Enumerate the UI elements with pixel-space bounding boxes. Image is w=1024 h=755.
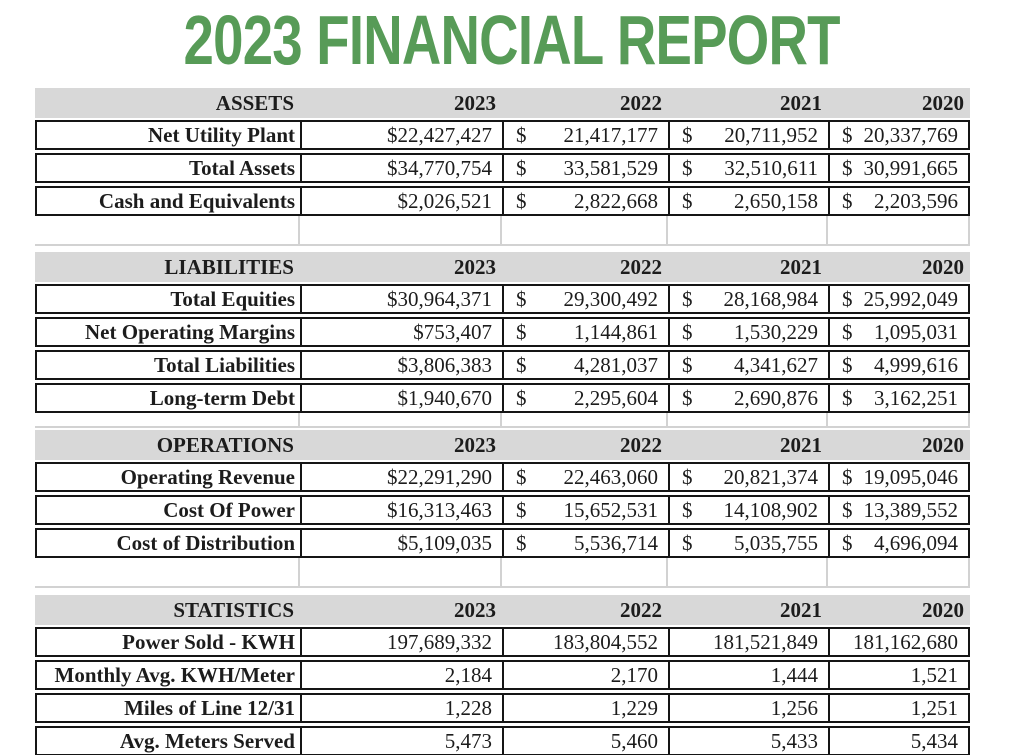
dollar-sign: $	[516, 464, 527, 489]
cell-2023: $1,940,670	[302, 385, 504, 411]
row-label: Total Liabilities	[37, 352, 302, 378]
row-label: Net Operating Margins	[37, 319, 302, 345]
table-row	[35, 660, 970, 690]
dollar-sign: $	[842, 188, 853, 213]
cell-value: 28,168,984	[723, 286, 818, 311]
empty-grid-cell	[300, 558, 502, 586]
cell-2023: $30,964,371	[302, 286, 504, 312]
empty-grid-cell	[35, 413, 300, 426]
dollar-sign: $	[516, 122, 527, 147]
dollar-sign: $	[516, 286, 527, 311]
year-header-2022: 2022	[620, 598, 662, 622]
row-label: Avg. Meters Served	[37, 728, 302, 754]
financial-tables	[35, 88, 970, 755]
table-row	[35, 383, 970, 413]
cell-2020	[830, 155, 968, 181]
table-row	[35, 350, 970, 380]
cell-2022	[504, 122, 670, 148]
empty-grid-cell	[502, 558, 668, 586]
cell-2022	[504, 385, 670, 411]
cell-value: 20,711,952	[724, 122, 818, 147]
dollar-sign: $	[516, 497, 527, 522]
cell-value: 22,463,060	[563, 464, 658, 489]
empty-grid-cell	[828, 413, 970, 426]
empty-grid-cell	[828, 558, 970, 586]
cell-2023: $22,291,290	[302, 464, 504, 490]
year-header-2022: 2022	[620, 433, 662, 457]
section-liabilities	[35, 252, 970, 428]
dollar-sign: $	[516, 155, 527, 180]
cell-2020	[830, 497, 968, 523]
dollar-sign: $	[842, 497, 853, 522]
row-label: Operating Revenue	[37, 464, 302, 490]
cell-value: 15,652,531	[563, 497, 658, 522]
empty-grid-row	[35, 413, 970, 428]
cell-2021	[670, 155, 830, 181]
cell-2022	[504, 319, 670, 345]
empty-grid-cell	[35, 216, 300, 244]
cell-2021: 1,256	[670, 695, 830, 721]
cell-2022	[504, 530, 670, 556]
section-title: ASSETS	[215, 91, 294, 115]
year-header-2020: 2020	[922, 433, 964, 457]
cell-2021	[670, 530, 830, 556]
row-label: Monthly Avg. KWH/Meter	[37, 662, 302, 688]
cell-2023: $5,109,035	[302, 530, 504, 556]
cell-2020	[830, 122, 968, 148]
year-header-2021: 2021	[780, 598, 822, 622]
cell-2022: 2,170	[504, 662, 670, 688]
row-label: Net Utility Plant	[37, 122, 302, 148]
section-operations	[35, 430, 970, 588]
dollar-sign: $	[682, 188, 693, 213]
section-assets	[35, 88, 970, 246]
row-label: Long-term Debt	[37, 385, 302, 411]
cell-2022	[504, 188, 670, 214]
cell-2023: 2,184	[302, 662, 504, 688]
cell-value: 4,341,627	[734, 352, 818, 377]
dollar-sign: $	[842, 319, 853, 344]
cell-2023: $16,313,463	[302, 497, 504, 523]
cell-2023: 5,473	[302, 728, 504, 754]
dollar-sign: $	[682, 530, 693, 555]
table-row	[35, 495, 970, 525]
dollar-sign: $	[682, 464, 693, 489]
cell-value: 3,162,251	[874, 385, 958, 410]
cell-2021	[670, 286, 830, 312]
dollar-sign: $	[842, 464, 853, 489]
year-header-2021: 2021	[780, 433, 822, 457]
cell-value: 13,389,552	[863, 497, 958, 522]
dollar-sign: $	[516, 188, 527, 213]
dollar-sign: $	[516, 385, 527, 410]
empty-grid-cell	[668, 216, 828, 244]
cell-2020: 1,521	[910, 662, 958, 687]
section-header	[35, 88, 970, 118]
cell-2021	[670, 385, 830, 411]
cell-value: 14,108,902	[723, 497, 818, 522]
section-title: STATISTICS	[173, 598, 294, 622]
cell-value: 32,510,611	[724, 155, 818, 180]
section-rows	[35, 284, 970, 413]
year-header-2023: 2023	[454, 255, 496, 279]
year-header-2023: 2023	[454, 433, 496, 457]
empty-grid-row	[35, 216, 970, 246]
dollar-sign: $	[682, 319, 693, 344]
table-row	[35, 284, 970, 314]
cell-value: 29,300,492	[563, 286, 658, 311]
dollar-sign: $	[682, 155, 693, 180]
cell-value: 2,690,876	[734, 385, 818, 410]
section-header	[35, 430, 970, 460]
dollar-sign: $	[842, 122, 853, 147]
table-row	[35, 153, 970, 183]
cell-value: 21,417,177	[563, 122, 658, 147]
table-row	[35, 627, 970, 657]
cell-2020: 5,434	[910, 728, 958, 753]
page-title: 2023 FINANCIAL REPORT	[183, 1, 841, 79]
empty-grid-cell	[300, 413, 502, 426]
cell-2021: 5,433	[670, 728, 830, 754]
cell-value: 30,991,665	[863, 155, 958, 180]
empty-grid-cell	[828, 216, 970, 244]
row-label: Cost Of Power	[37, 497, 302, 523]
cell-2020: 1,251	[910, 695, 958, 720]
row-label: Miles of Line 12/31	[37, 695, 302, 721]
cell-2022: 183,804,552	[504, 629, 670, 655]
cell-2023: $3,806,383	[302, 352, 504, 378]
section-title: OPERATIONS	[156, 433, 294, 457]
cell-2020: 181,162,680	[853, 629, 958, 654]
cell-2021: 1,444	[670, 662, 830, 688]
dollar-sign: $	[682, 385, 693, 410]
cell-value: 1,144,861	[574, 319, 658, 344]
row-label: Total Assets	[37, 155, 302, 181]
empty-grid-cell	[502, 413, 668, 426]
cell-value: 2,650,158	[734, 188, 818, 213]
section-rows	[35, 627, 970, 755]
cell-2023: $22,427,427	[302, 122, 504, 148]
cell-2021: 181,521,849	[670, 629, 830, 655]
empty-grid-row	[35, 558, 970, 588]
cell-value: 1,530,229	[734, 319, 818, 344]
cell-2020	[830, 464, 968, 490]
year-header-2022: 2022	[620, 255, 662, 279]
cell-2023: $753,407	[302, 319, 504, 345]
year-header-2022: 2022	[620, 91, 662, 115]
table-row	[35, 693, 970, 723]
table-row	[35, 528, 970, 558]
cell-2021	[670, 319, 830, 345]
cell-2020	[830, 352, 968, 378]
cell-value: 5,536,714	[574, 530, 658, 555]
section-rows	[35, 120, 970, 216]
cell-2022	[504, 286, 670, 312]
section-header	[35, 252, 970, 282]
cell-2022: 1,229	[504, 695, 670, 721]
dollar-sign: $	[516, 530, 527, 555]
dollar-sign: $	[516, 352, 527, 377]
dollar-sign: $	[682, 497, 693, 522]
cell-value: 19,095,046	[863, 464, 958, 489]
year-header-2020: 2020	[922, 91, 964, 115]
year-header-2020: 2020	[922, 598, 964, 622]
cell-2020	[830, 530, 968, 556]
section-statistics	[35, 595, 970, 755]
dollar-sign: $	[682, 122, 693, 147]
cell-2022	[504, 352, 670, 378]
section-title: LIABILITIES	[164, 255, 294, 279]
cell-2023: $34,770,754	[302, 155, 504, 181]
cell-2021	[670, 188, 830, 214]
row-label: Power Sold - KWH	[37, 629, 302, 655]
cell-value: 2,203,596	[874, 188, 958, 213]
year-header-2021: 2021	[780, 91, 822, 115]
section-rows	[35, 462, 970, 558]
empty-grid-cell	[300, 216, 502, 244]
cell-value: 20,821,374	[723, 464, 818, 489]
cell-value: 4,696,094	[874, 530, 958, 555]
cell-value: 33,581,529	[563, 155, 658, 180]
row-label: Total Equities	[37, 286, 302, 312]
table-row	[35, 317, 970, 347]
row-label: Cash and Equivalents	[37, 188, 302, 214]
cell-value: 2,295,604	[574, 385, 658, 410]
cell-value: 20,337,769	[863, 122, 958, 147]
cell-2021	[670, 497, 830, 523]
cell-value: 4,999,616	[874, 352, 958, 377]
empty-grid-cell	[668, 558, 828, 586]
cell-2021	[670, 464, 830, 490]
cell-value: 2,822,668	[574, 188, 658, 213]
cell-2021	[670, 122, 830, 148]
cell-2022: 5,460	[504, 728, 670, 754]
year-header-2023: 2023	[454, 91, 496, 115]
row-label: Cost of Distribution	[37, 530, 302, 556]
year-header-2023: 2023	[454, 598, 496, 622]
cell-2022	[504, 464, 670, 490]
cell-2020	[830, 188, 968, 214]
title-bar	[0, 0, 1024, 80]
dollar-sign: $	[682, 352, 693, 377]
year-header-2021: 2021	[780, 255, 822, 279]
dollar-sign: $	[842, 385, 853, 410]
cell-value: 25,992,049	[863, 286, 958, 311]
empty-grid-cell	[668, 413, 828, 426]
cell-2022	[504, 497, 670, 523]
table-row	[35, 726, 970, 755]
cell-2022	[504, 155, 670, 181]
dollar-sign: $	[516, 319, 527, 344]
cell-2020	[830, 319, 968, 345]
dollar-sign: $	[842, 155, 853, 180]
cell-2020	[830, 385, 968, 411]
dollar-sign: $	[682, 286, 693, 311]
cell-2023: 197,689,332	[302, 629, 504, 655]
dollar-sign: $	[842, 352, 853, 377]
cell-2023: $2,026,521	[302, 188, 504, 214]
section-header	[35, 595, 970, 625]
dollar-sign: $	[842, 530, 853, 555]
cell-value: 5,035,755	[734, 530, 818, 555]
year-header-2020: 2020	[922, 255, 964, 279]
dollar-sign: $	[842, 286, 853, 311]
empty-grid-cell	[502, 216, 668, 244]
cell-2021	[670, 352, 830, 378]
empty-grid-cell	[35, 558, 300, 586]
cell-value: 1,095,031	[874, 319, 958, 344]
table-row	[35, 462, 970, 492]
table-row	[35, 120, 970, 150]
cell-value: 4,281,037	[574, 352, 658, 377]
cell-2020	[830, 286, 968, 312]
table-row	[35, 186, 970, 216]
cell-2023: 1,228	[302, 695, 504, 721]
